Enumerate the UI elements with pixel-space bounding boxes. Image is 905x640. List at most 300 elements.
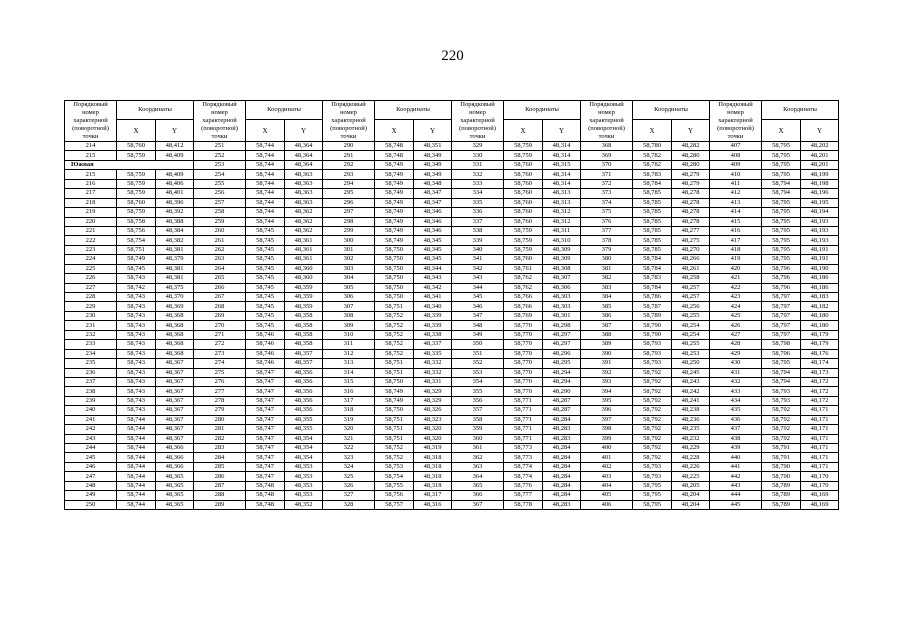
y-cell: 48,171 — [801, 406, 839, 415]
point-number-cell: 278 — [194, 396, 246, 405]
point-number-cell: 251 — [194, 142, 246, 151]
x-cell: 58,795 — [762, 170, 801, 179]
x-cell: 58,760 — [504, 189, 543, 198]
point-number-cell: 265 — [194, 274, 246, 283]
x-cell: 58,795 — [762, 160, 801, 169]
x-cell: 58,743 — [117, 340, 156, 349]
point-number-cell: 401 — [581, 453, 633, 462]
table-row — [65, 283, 839, 292]
point-number-cell: 272 — [194, 340, 246, 349]
x-cell: 58,746 — [246, 340, 285, 349]
x-cell: 58,792 — [633, 387, 672, 396]
y-cell: 48,278 — [672, 198, 710, 207]
x-cell: 58,760 — [117, 198, 156, 207]
x-cell: 58,760 — [504, 170, 543, 179]
x-cell: 58,784 — [633, 179, 672, 188]
y-cell: 48,174 — [801, 359, 839, 368]
point-number-cell: 276 — [194, 377, 246, 386]
y-cell: 48,245 — [672, 368, 710, 377]
point-number-cell: 411 — [710, 179, 762, 188]
point-number-cell: 267 — [194, 293, 246, 302]
y-cell: 48,358 — [285, 321, 323, 330]
x-header: X — [504, 120, 543, 142]
point-number-cell: 304 — [323, 274, 375, 283]
y-cell: 48,266 — [672, 255, 710, 264]
x-cell: 58,770 — [504, 321, 543, 330]
x-cell: 58,795 — [762, 151, 801, 160]
point-number-cell: 319 — [323, 415, 375, 424]
x-cell: 58,760 — [504, 208, 543, 217]
x-cell: 58,780 — [633, 142, 672, 151]
point-number-cell: 384 — [581, 293, 633, 302]
x-cell: 58,785 — [633, 217, 672, 226]
y-cell: 48,255 — [672, 311, 710, 320]
point-number-cell: 234 — [65, 349, 117, 358]
point-number-cell: 284 — [194, 453, 246, 462]
y-cell: 48,294 — [543, 377, 581, 386]
point-number-cell: 263 — [194, 255, 246, 264]
point-number-cell: 393 — [581, 377, 633, 386]
x-cell: 58,784 — [633, 264, 672, 273]
x-cell: 58,745 — [246, 226, 285, 235]
point-number-cell: 230 — [65, 311, 117, 320]
y-cell: 48,306 — [543, 283, 581, 292]
y-cell: 48,357 — [285, 349, 323, 358]
y-cell: 48,356 — [285, 406, 323, 415]
x-cell: 58,746 — [246, 330, 285, 339]
table-row — [65, 198, 839, 207]
x-cell: 58,744 — [117, 500, 156, 509]
y-cell: 48,364 — [285, 151, 323, 160]
y-cell: 48,180 — [801, 321, 839, 330]
point-number-cell: 383 — [581, 283, 633, 292]
x-cell: 58,770 — [504, 387, 543, 396]
x-cell: 58,748 — [246, 481, 285, 490]
x-cell: 58,792 — [762, 425, 801, 434]
point-number-cell: 315 — [323, 377, 375, 386]
y-cell: 48,384 — [156, 226, 194, 235]
x-cell: 58,793 — [762, 396, 801, 405]
point-number-cell: 356 — [452, 396, 504, 405]
point-number-cell: 316 — [323, 387, 375, 396]
x-cell: 58,744 — [246, 151, 285, 160]
y-cell: 48,236 — [672, 415, 710, 424]
point-number-cell: 351 — [452, 349, 504, 358]
x-cell: 58,752 — [375, 330, 414, 339]
y-cell: 48,358 — [285, 340, 323, 349]
y-cell: 48,191 — [801, 245, 839, 254]
x-cell: 58,745 — [246, 274, 285, 283]
y-cell: 48,360 — [285, 264, 323, 273]
y-cell: 48,361 — [285, 236, 323, 245]
point-number-header: Порядковый номер характерной (поворотной) точки — [65, 101, 117, 142]
point-number-cell: 329 — [452, 142, 504, 151]
x-cell: 58,751 — [375, 415, 414, 424]
table-row — [65, 396, 839, 405]
y-cell: 48,254 — [672, 321, 710, 330]
point-number-cell: 241 — [65, 415, 117, 424]
x-cell: 58,760 — [504, 179, 543, 188]
y-cell: 48,346 — [414, 226, 452, 235]
point-number-cell: 253 — [194, 160, 246, 169]
x-cell: 58,749 — [375, 387, 414, 396]
point-number-cell: 307 — [323, 302, 375, 311]
point-number-cell: 409 — [710, 160, 762, 169]
x-cell: 58,748 — [246, 491, 285, 500]
point-number-cell: 431 — [710, 368, 762, 377]
y-cell: 48,284 — [543, 481, 581, 490]
x-cell: 58,749 — [375, 160, 414, 169]
x-cell: 58,795 — [633, 491, 672, 500]
x-cell: 58,758 — [117, 217, 156, 226]
x-cell: 58,744 — [117, 491, 156, 500]
x-cell: 58,790 — [633, 330, 672, 339]
point-number-cell: 385 — [581, 302, 633, 311]
y-cell: 48,348 — [414, 179, 452, 188]
point-number-cell: 258 — [194, 208, 246, 217]
table-row — [65, 340, 839, 349]
y-cell: 48,339 — [414, 311, 452, 320]
x-cell: 58,789 — [633, 311, 672, 320]
table-row — [65, 302, 839, 311]
point-number-cell: 418 — [710, 245, 762, 254]
x-cell: 58,747 — [246, 472, 285, 481]
point-number-header: Порядковый номер характерной (поворотной) точки — [194, 101, 246, 142]
x-cell: 58,793 — [633, 359, 672, 368]
point-number-cell: 229 — [65, 302, 117, 311]
point-number-cell: 348 — [452, 321, 504, 330]
x-cell: 58,790 — [762, 462, 801, 471]
point-number-cell: 328 — [323, 500, 375, 509]
y-cell: 48,277 — [672, 226, 710, 235]
table-row — [65, 368, 839, 377]
point-number-cell: 288 — [194, 491, 246, 500]
x-cell: 58,750 — [375, 377, 414, 386]
y-cell: 48,367 — [156, 434, 194, 443]
x-cell: 58,744 — [246, 160, 285, 169]
y-cell: 48,284 — [543, 491, 581, 500]
y-cell: 48,359 — [285, 283, 323, 292]
x-header: X — [762, 120, 801, 142]
x-cell: 58,750 — [375, 283, 414, 292]
x-cell: 58,747 — [246, 453, 285, 462]
point-number-cell: 354 — [452, 377, 504, 386]
x-cell: 58,751 — [375, 425, 414, 434]
x-cell: 58,746 — [246, 349, 285, 358]
y-header: Y — [414, 120, 452, 142]
point-number-cell: 376 — [581, 217, 633, 226]
y-cell: 48,232 — [672, 434, 710, 443]
point-number-cell: 381 — [581, 264, 633, 273]
y-header: Y — [156, 120, 194, 142]
point-number-cell: 285 — [194, 462, 246, 471]
y-cell: 48,253 — [672, 349, 710, 358]
x-cell: 58,744 — [117, 415, 156, 424]
point-number-cell: 291 — [323, 151, 375, 160]
point-number-cell: 405 — [581, 491, 633, 500]
y-cell: 48,180 — [801, 311, 839, 320]
x-cell: 58,750 — [375, 255, 414, 264]
point-number-cell: 442 — [710, 472, 762, 481]
point-number-cell: 286 — [194, 472, 246, 481]
x-cell: 58,787 — [633, 302, 672, 311]
point-number-cell: 423 — [710, 293, 762, 302]
point-number-cell: 394 — [581, 387, 633, 396]
point-number-cell: 412 — [710, 189, 762, 198]
y-cell: 48,342 — [414, 283, 452, 292]
x-cell: 58,747 — [246, 434, 285, 443]
x-cell: 58,747 — [246, 425, 285, 434]
point-number-cell: 281 — [194, 425, 246, 434]
y-cell: 48,284 — [543, 453, 581, 462]
x-cell: 58,743 — [117, 274, 156, 283]
table-row — [65, 434, 839, 443]
y-cell: 48,309 — [543, 245, 581, 254]
point-number-header: Порядковый номер характерной (поворотной) точки — [710, 101, 762, 142]
x-cell: 58,749 — [375, 396, 414, 405]
table-row — [65, 151, 839, 160]
x-cell: 58,792 — [762, 415, 801, 424]
y-cell: 48,320 — [414, 434, 452, 443]
y-cell: 48,340 — [414, 302, 452, 311]
table-row — [65, 160, 839, 169]
x-cell: 58,752 — [375, 340, 414, 349]
x-cell: 58,759 — [117, 179, 156, 188]
y-cell: 48,339 — [414, 321, 452, 330]
y-cell: 48,309 — [543, 255, 581, 264]
x-cell: 58,742 — [117, 283, 156, 292]
x-header: X — [375, 120, 414, 142]
x-cell: 58,759 — [117, 151, 156, 160]
y-cell: 48,294 — [543, 368, 581, 377]
y-cell: 48,345 — [414, 236, 452, 245]
table-row — [65, 472, 839, 481]
x-cell: 58,782 — [633, 151, 672, 160]
y-cell: 48,367 — [156, 377, 194, 386]
y-cell: 48,195 — [801, 198, 839, 207]
point-number-cell: 398 — [581, 425, 633, 434]
x-cell: 58,745 — [246, 264, 285, 273]
y-cell: 48,332 — [414, 359, 452, 368]
x-cell: 58,793 — [762, 387, 801, 396]
x-cell: 58,751 — [375, 368, 414, 377]
x-cell: 58,760 — [117, 142, 156, 151]
point-number-cell: 305 — [323, 283, 375, 292]
y-cell: 48,171 — [801, 434, 839, 443]
x-cell: 58,759 — [117, 189, 156, 198]
point-number-cell: 302 — [323, 255, 375, 264]
point-number-cell: 407 — [710, 142, 762, 151]
table-row — [65, 491, 839, 500]
x-cell: 58,745 — [246, 283, 285, 292]
y-cell: 48,257 — [672, 293, 710, 302]
point-number-cell: 362 — [452, 453, 504, 462]
point-number-cell: 432 — [710, 377, 762, 386]
point-number-cell: 375 — [581, 208, 633, 217]
table-row — [65, 311, 839, 320]
x-cell: 58,762 — [504, 283, 543, 292]
y-cell: 48,353 — [285, 491, 323, 500]
y-cell: 48,258 — [672, 274, 710, 283]
y-cell: 48,368 — [156, 321, 194, 330]
x-cell: 58,751 — [375, 434, 414, 443]
point-number-cell: 387 — [581, 321, 633, 330]
point-number-cell: 424 — [710, 302, 762, 311]
point-number-cell: 249 — [65, 491, 117, 500]
table-row — [65, 264, 839, 273]
x-cell: 58,748 — [375, 142, 414, 151]
y-cell: 48,368 — [156, 340, 194, 349]
y-cell: 48,365 — [156, 481, 194, 490]
y-cell: 48,401 — [156, 189, 194, 198]
y-cell: 48,412 — [156, 142, 194, 151]
y-cell: 48,297 — [543, 340, 581, 349]
x-cell: 58,756 — [375, 491, 414, 500]
x-cell: 58,756 — [117, 226, 156, 235]
x-cell: 58,774 — [504, 472, 543, 481]
point-number-cell: 358 — [452, 415, 504, 424]
x-cell: 58,795 — [762, 255, 801, 264]
table-row — [65, 170, 839, 179]
point-number-cell: 429 — [710, 349, 762, 358]
y-cell: 48,280 — [672, 160, 710, 169]
point-number-cell: 293 — [323, 170, 375, 179]
y-cell: 48,344 — [414, 264, 452, 273]
point-number-cell: 216 — [65, 179, 117, 188]
y-cell: 48,296 — [543, 349, 581, 358]
x-cell: 58,743 — [117, 359, 156, 368]
y-cell: 48,250 — [672, 359, 710, 368]
y-cell: 48,362 — [285, 226, 323, 235]
x-cell: 58,783 — [633, 274, 672, 283]
point-number-header: Порядковый номер характерной (поворотной) точки — [452, 101, 504, 142]
point-number-cell: 336 — [452, 208, 504, 217]
point-number-cell: 247 — [65, 472, 117, 481]
point-number-cell: 419 — [710, 255, 762, 264]
table-row — [65, 481, 839, 490]
x-cell: 58,795 — [762, 226, 801, 235]
y-cell: 48,369 — [156, 302, 194, 311]
point-number-cell: 345 — [452, 293, 504, 302]
point-number-cell: 225 — [65, 264, 117, 273]
y-cell: 48,338 — [414, 330, 452, 339]
x-cell: 58,744 — [246, 208, 285, 217]
point-number-cell: 223 — [65, 245, 117, 254]
point-number-cell: 334 — [452, 189, 504, 198]
point-number-cell: 260 — [194, 226, 246, 235]
y-cell: 48,307 — [543, 274, 581, 283]
point-number-cell: 420 — [710, 264, 762, 273]
x-cell: 58,747 — [246, 444, 285, 453]
table-row — [65, 255, 839, 264]
y-cell: 48,329 — [414, 396, 452, 405]
x-header: X — [117, 120, 156, 142]
y-cell: 48,368 — [156, 349, 194, 358]
y-cell: 48,356 — [285, 377, 323, 386]
point-number-cell: 373 — [581, 189, 633, 198]
y-cell: 48,354 — [285, 444, 323, 453]
y-cell: 48,346 — [414, 208, 452, 217]
point-number-cell: 221 — [65, 226, 117, 235]
point-number-cell: 372 — [581, 179, 633, 188]
point-number-cell: 439 — [710, 444, 762, 453]
y-cell: 48,301 — [543, 311, 581, 320]
y-cell: 48,337 — [414, 340, 452, 349]
y-cell: 48,320 — [414, 425, 452, 434]
x-cell: 58,745 — [246, 236, 285, 245]
y-cell: 48,204 — [672, 500, 710, 509]
point-number-cell: 314 — [323, 368, 375, 377]
point-number-cell: 318 — [323, 406, 375, 415]
x-cell: 58,745 — [246, 311, 285, 320]
y-cell: 48,202 — [801, 142, 839, 151]
x-cell: 58,771 — [504, 425, 543, 434]
y-header: Y — [672, 120, 710, 142]
y-cell: 48,318 — [414, 472, 452, 481]
y-cell: 48,329 — [414, 387, 452, 396]
point-number-cell: 268 — [194, 302, 246, 311]
y-cell: 48,280 — [672, 151, 710, 160]
x-cell: 58,759 — [504, 245, 543, 254]
y-cell: 48,360 — [285, 274, 323, 283]
point-number-cell: 343 — [452, 274, 504, 283]
x-cell: 58,762 — [504, 274, 543, 283]
y-cell: 48,379 — [156, 255, 194, 264]
table-row — [65, 293, 839, 302]
x-cell: 58,744 — [117, 434, 156, 443]
y-cell: 48,381 — [156, 264, 194, 273]
x-cell: 58,795 — [633, 481, 672, 490]
x-cell: 58,794 — [762, 189, 801, 198]
x-cell: 58,785 — [633, 245, 672, 254]
y-cell: 48,173 — [801, 368, 839, 377]
y-cell: 48,172 — [801, 377, 839, 386]
x-cell: 58,792 — [633, 368, 672, 377]
y-cell: 48,310 — [543, 236, 581, 245]
y-cell: 48,367 — [156, 406, 194, 415]
x-cell: 58,793 — [633, 472, 672, 481]
point-number-cell: 349 — [452, 330, 504, 339]
y-cell: 48,171 — [801, 444, 839, 453]
point-number-cell: 399 — [581, 434, 633, 443]
y-cell: 48,319 — [414, 444, 452, 453]
x-cell: 58,792 — [633, 425, 672, 434]
point-number-cell: 338 — [452, 226, 504, 235]
x-cell: 58,791 — [762, 444, 801, 453]
point-number-cell: 332 — [452, 170, 504, 179]
y-cell: 48,287 — [543, 406, 581, 415]
y-cell: 48,278 — [672, 189, 710, 198]
point-number-cell: 391 — [581, 359, 633, 368]
x-cell: 58,792 — [762, 406, 801, 415]
point-number-cell: 310 — [323, 330, 375, 339]
y-cell: 48,366 — [156, 453, 194, 462]
point-number-cell: 308 — [323, 311, 375, 320]
x-cell: 58,757 — [375, 500, 414, 509]
x-cell: 58,769 — [504, 311, 543, 320]
y-cell: 48,182 — [801, 302, 839, 311]
point-number-cell: 382 — [581, 274, 633, 283]
point-number-cell: 261 — [194, 236, 246, 245]
y-cell: 48,194 — [801, 208, 839, 217]
point-number-cell: 433 — [710, 387, 762, 396]
x-cell: 58,783 — [633, 170, 672, 179]
point-number-cell: 303 — [323, 264, 375, 273]
y-cell: 48,204 — [672, 491, 710, 500]
x-cell: 58,748 — [375, 151, 414, 160]
x-cell: 58,773 — [504, 453, 543, 462]
x-cell: 58,795 — [762, 245, 801, 254]
